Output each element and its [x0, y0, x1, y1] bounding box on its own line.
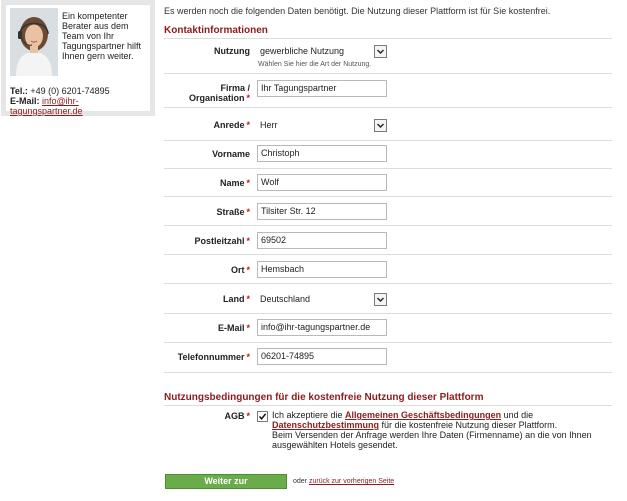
usage-selected-value: gewerbliche Nutzung	[260, 46, 345, 56]
email-field-label-text: E-Mail	[217, 323, 245, 333]
phone-field-label-text: Telefonnummer	[177, 352, 245, 362]
company-label-line1: Firma /	[220, 83, 250, 93]
email-label: E-Mail:	[10, 96, 40, 106]
divider	[164, 342, 612, 343]
lastname-label	[162, 178, 250, 188]
country-selected-value: Deutschland	[260, 294, 311, 304]
agb-text-rest: für die kostenfreie Nutzung dieser Plattform.	[379, 420, 558, 430]
divider	[164, 254, 612, 255]
lastname-label-text: Name	[219, 178, 245, 188]
continue-button[interactable]: Weiter zur Bestätigungsseite	[165, 474, 287, 489]
salutation-selected-value: Herr	[260, 120, 278, 130]
agb-text-prefix: Ich akzeptiere die	[272, 410, 346, 420]
phone-label: Tel.:	[10, 86, 28, 96]
required-marker: *	[246, 352, 250, 362]
street-label	[162, 207, 250, 217]
divider	[164, 313, 612, 314]
divider	[164, 405, 612, 406]
chevron-down-icon[interactable]	[374, 119, 387, 132]
salutation-label-text: Anrede	[213, 120, 245, 130]
intro-text: Es werden noch die folgenden Daten benötigt. Die Nutzung dieser Plattform ist für Sie kostenfrei.	[164, 6, 551, 16]
salutation-label	[162, 120, 250, 130]
agb-checkbox[interactable]	[257, 411, 268, 422]
street-label-text: Straße	[216, 207, 245, 217]
privacy-policy-link[interactable]: Datenschutzbestimmung	[272, 420, 380, 430]
required-marker: *	[246, 265, 250, 275]
email-input[interactable]: info@ihr-tagungspartner.de	[257, 319, 387, 336]
divider	[164, 107, 612, 108]
contact-sidebar	[1, 0, 155, 116]
agb-text-and: und die	[501, 410, 534, 420]
agb-label-text: AGB	[224, 411, 245, 421]
agb-text	[272, 410, 602, 450]
required-marker: *	[246, 207, 250, 217]
advisor-message	[62, 11, 148, 61]
terms-section-title: Nutzungsbedingungen für die kostenfreie Nutzung dieser Plattform	[164, 392, 484, 403]
advisor-line: Berater aus dem	[62, 21, 129, 31]
back-link-row	[293, 478, 394, 485]
advisor-photo	[10, 8, 58, 76]
advisor-line: Ein kompetenter	[62, 11, 128, 21]
phone-value: +49 (0) 6201-74895	[30, 86, 110, 96]
chevron-down-icon[interactable]	[374, 293, 387, 306]
usage-select[interactable]	[257, 43, 387, 60]
city-input[interactable]: Hemsbach	[257, 261, 387, 278]
divider	[164, 168, 612, 169]
company-label	[162, 83, 250, 103]
phone-row	[10, 86, 150, 96]
required-marker: *	[246, 120, 250, 130]
phone-input[interactable]: 06201-74895	[257, 348, 387, 365]
divider	[164, 38, 612, 39]
email-link[interactable]: info@ihr-tagungspartner.de	[10, 96, 83, 116]
agb-label	[162, 411, 250, 421]
or-text: oder	[293, 478, 309, 485]
checkmark-icon	[258, 412, 267, 421]
advisor-line: Tagungspartner hilft	[62, 41, 142, 51]
usage-label	[162, 46, 250, 56]
divider	[164, 225, 612, 226]
company-input[interactable]: Ihr Tagungspartner	[257, 80, 387, 97]
country-label-text: Land	[222, 294, 245, 304]
advisor-image	[10, 8, 58, 76]
email-row	[10, 96, 150, 116]
contact-section-title: Kontaktinformationen	[164, 25, 268, 36]
phone-field-label	[162, 352, 250, 362]
back-link[interactable]: zurück zur vorherigen Seite	[308, 478, 395, 485]
contact-card	[6, 5, 150, 116]
firstname-label	[162, 149, 250, 159]
zip-label	[162, 236, 250, 246]
email-field-label	[162, 323, 250, 333]
usage-hint: Wählen Sie hier die Art der Nutzung.	[258, 61, 372, 68]
divider	[164, 196, 612, 197]
city-label-text: Ort	[230, 265, 245, 275]
lastname-input[interactable]: Wolf	[257, 174, 387, 191]
required-marker: *	[246, 236, 250, 246]
agb-note: Beim Versenden der Anfrage werden Ihre Daten (Firmenname) an die von Ihnen ausgewählten Hotels gesendet.	[272, 430, 592, 450]
divider	[164, 73, 612, 74]
required-marker: *	[246, 323, 250, 333]
required-marker: *	[246, 294, 250, 304]
advisor-line: Team von Ihr	[62, 31, 115, 41]
firstname-label-text: Vorname	[212, 149, 250, 159]
zip-label-text: Postleitzahl	[194, 236, 245, 246]
agb-terms-link[interactable]: Allgemeinen Geschäftsbedingungen	[345, 410, 502, 420]
contact-details	[10, 86, 150, 116]
country-label	[162, 294, 250, 304]
divider	[164, 283, 612, 284]
company-label-line2: Organisation	[188, 93, 245, 103]
salutation-select[interactable]	[257, 117, 387, 134]
firstname-input[interactable]: Christoph	[257, 145, 387, 162]
chevron-down-icon[interactable]	[374, 45, 387, 58]
divider	[164, 140, 612, 141]
country-select[interactable]	[257, 291, 387, 308]
street-input[interactable]: Tilsiter Str. 12	[257, 203, 387, 220]
zip-input[interactable]: 69502	[257, 232, 387, 249]
required-marker: *	[246, 93, 250, 103]
usage-label-text: Nutzung	[214, 46, 250, 56]
city-label	[162, 265, 250, 275]
required-marker: *	[246, 178, 250, 188]
divider	[164, 372, 612, 373]
advisor-line: Ihnen gern weiter.	[62, 51, 134, 61]
required-marker: *	[246, 411, 250, 421]
